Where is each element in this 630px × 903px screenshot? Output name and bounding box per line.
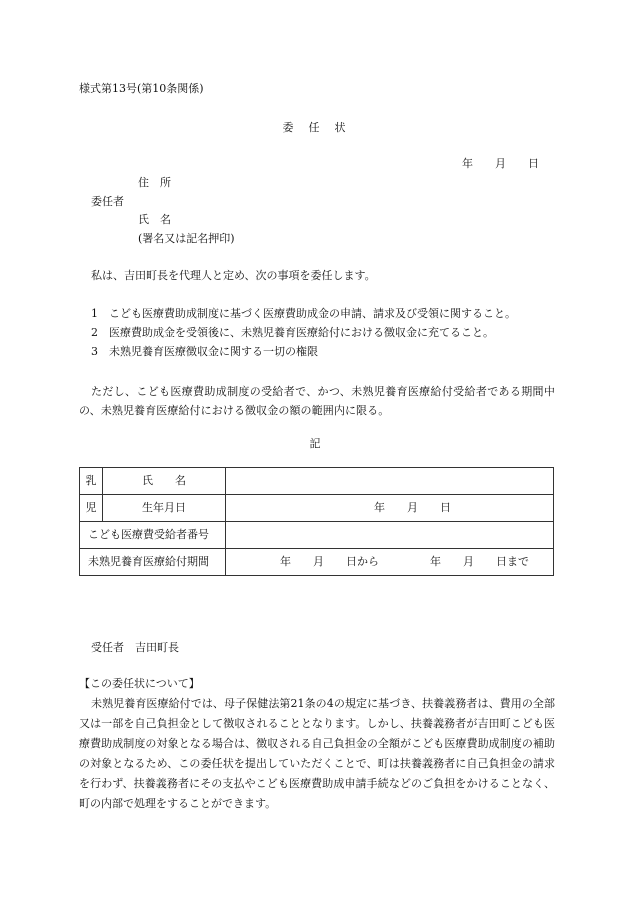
intro-text: 私は、吉田町長を代理人と定め、次の事項を委任します。 bbox=[91, 269, 376, 282]
infant-name-label: 氏 名 bbox=[103, 468, 226, 495]
recipient-number-label: こども医療費受給者番号 bbox=[80, 522, 226, 549]
item-2: 2 医療費助成金を受領後に、未熟児養育医療給付における徴収金に充てること。 bbox=[91, 326, 494, 339]
infant-label-cell bbox=[80, 495, 103, 522]
item-3: 3 未熟児養育医療徴収金に関する一切の権限 bbox=[91, 345, 318, 358]
name-label: 氏 名 bbox=[138, 213, 171, 226]
birth-date-value: 年 月 日 bbox=[374, 501, 451, 515]
table-row bbox=[80, 468, 554, 495]
about-body: 未熟児養育医療給付では、母子保健法第21条の4の規定に基づき、扶養義務者は、費用の全部又は一部を自己負担金として徴収されることとなります。しかし、扶養義務者が吉田町こども医療費助成制度の対象となる場合は、徴収される自己負担金の全額がこども医療費助成制度の補助の対象となるため、この委任状を提出していただくことで、町は扶養義務者に自己負担金の請求を行わず、扶養義務者にその支払やこども医療費助成申請手続などのご負担をかけることなく、町の内部で処理をすることができます。 bbox=[79, 697, 555, 810]
benefit-period-label: 未熟児養育医療給付期間 bbox=[80, 549, 226, 576]
about-heading: 【この委任状について】 bbox=[79, 677, 200, 690]
item-1: 1 こども医療費助成制度に基づく医療費助成金の申請、請求及び受領に関すること。 bbox=[91, 307, 516, 320]
infant-record-table bbox=[79, 467, 554, 576]
form-id: 様式第13号(第10条関係) bbox=[79, 82, 204, 95]
period-to: 年 月 日まで bbox=[430, 555, 529, 569]
table-row bbox=[80, 495, 554, 522]
date-line: 年 月 日 bbox=[462, 157, 539, 170]
table-row bbox=[80, 549, 554, 576]
table-row bbox=[80, 522, 554, 549]
infant-label-cell bbox=[80, 468, 103, 495]
signature-note: (署名又は記名押印) bbox=[138, 232, 235, 245]
birth-date-label: 生年月日 bbox=[103, 495, 226, 522]
infant-label-2: 児 bbox=[85, 501, 97, 515]
infant-name-field[interactable] bbox=[226, 468, 554, 495]
ki-marker: 記 bbox=[309, 437, 321, 450]
document-title: 委 任 状 bbox=[282, 121, 348, 134]
birth-date-field[interactable] bbox=[226, 495, 554, 522]
benefit-period-field[interactable] bbox=[226, 549, 554, 576]
recipient-number-field[interactable] bbox=[226, 522, 554, 549]
period-from: 年 月 日から bbox=[280, 555, 379, 569]
infant-label-1: 乳 bbox=[85, 474, 97, 488]
address-label: 住 所 bbox=[138, 176, 171, 189]
proviso-text: ただし、こども医療費助成制度の受給者で、かつ、未熟児養育医療給付受給者である期間中の、未熟児養育医療給付における徴収金の額の範囲内に限る。 bbox=[79, 385, 555, 417]
delegatee-line: 受任者 吉田町長 bbox=[91, 641, 179, 654]
delegator-role-label: 委任者 bbox=[91, 195, 124, 208]
